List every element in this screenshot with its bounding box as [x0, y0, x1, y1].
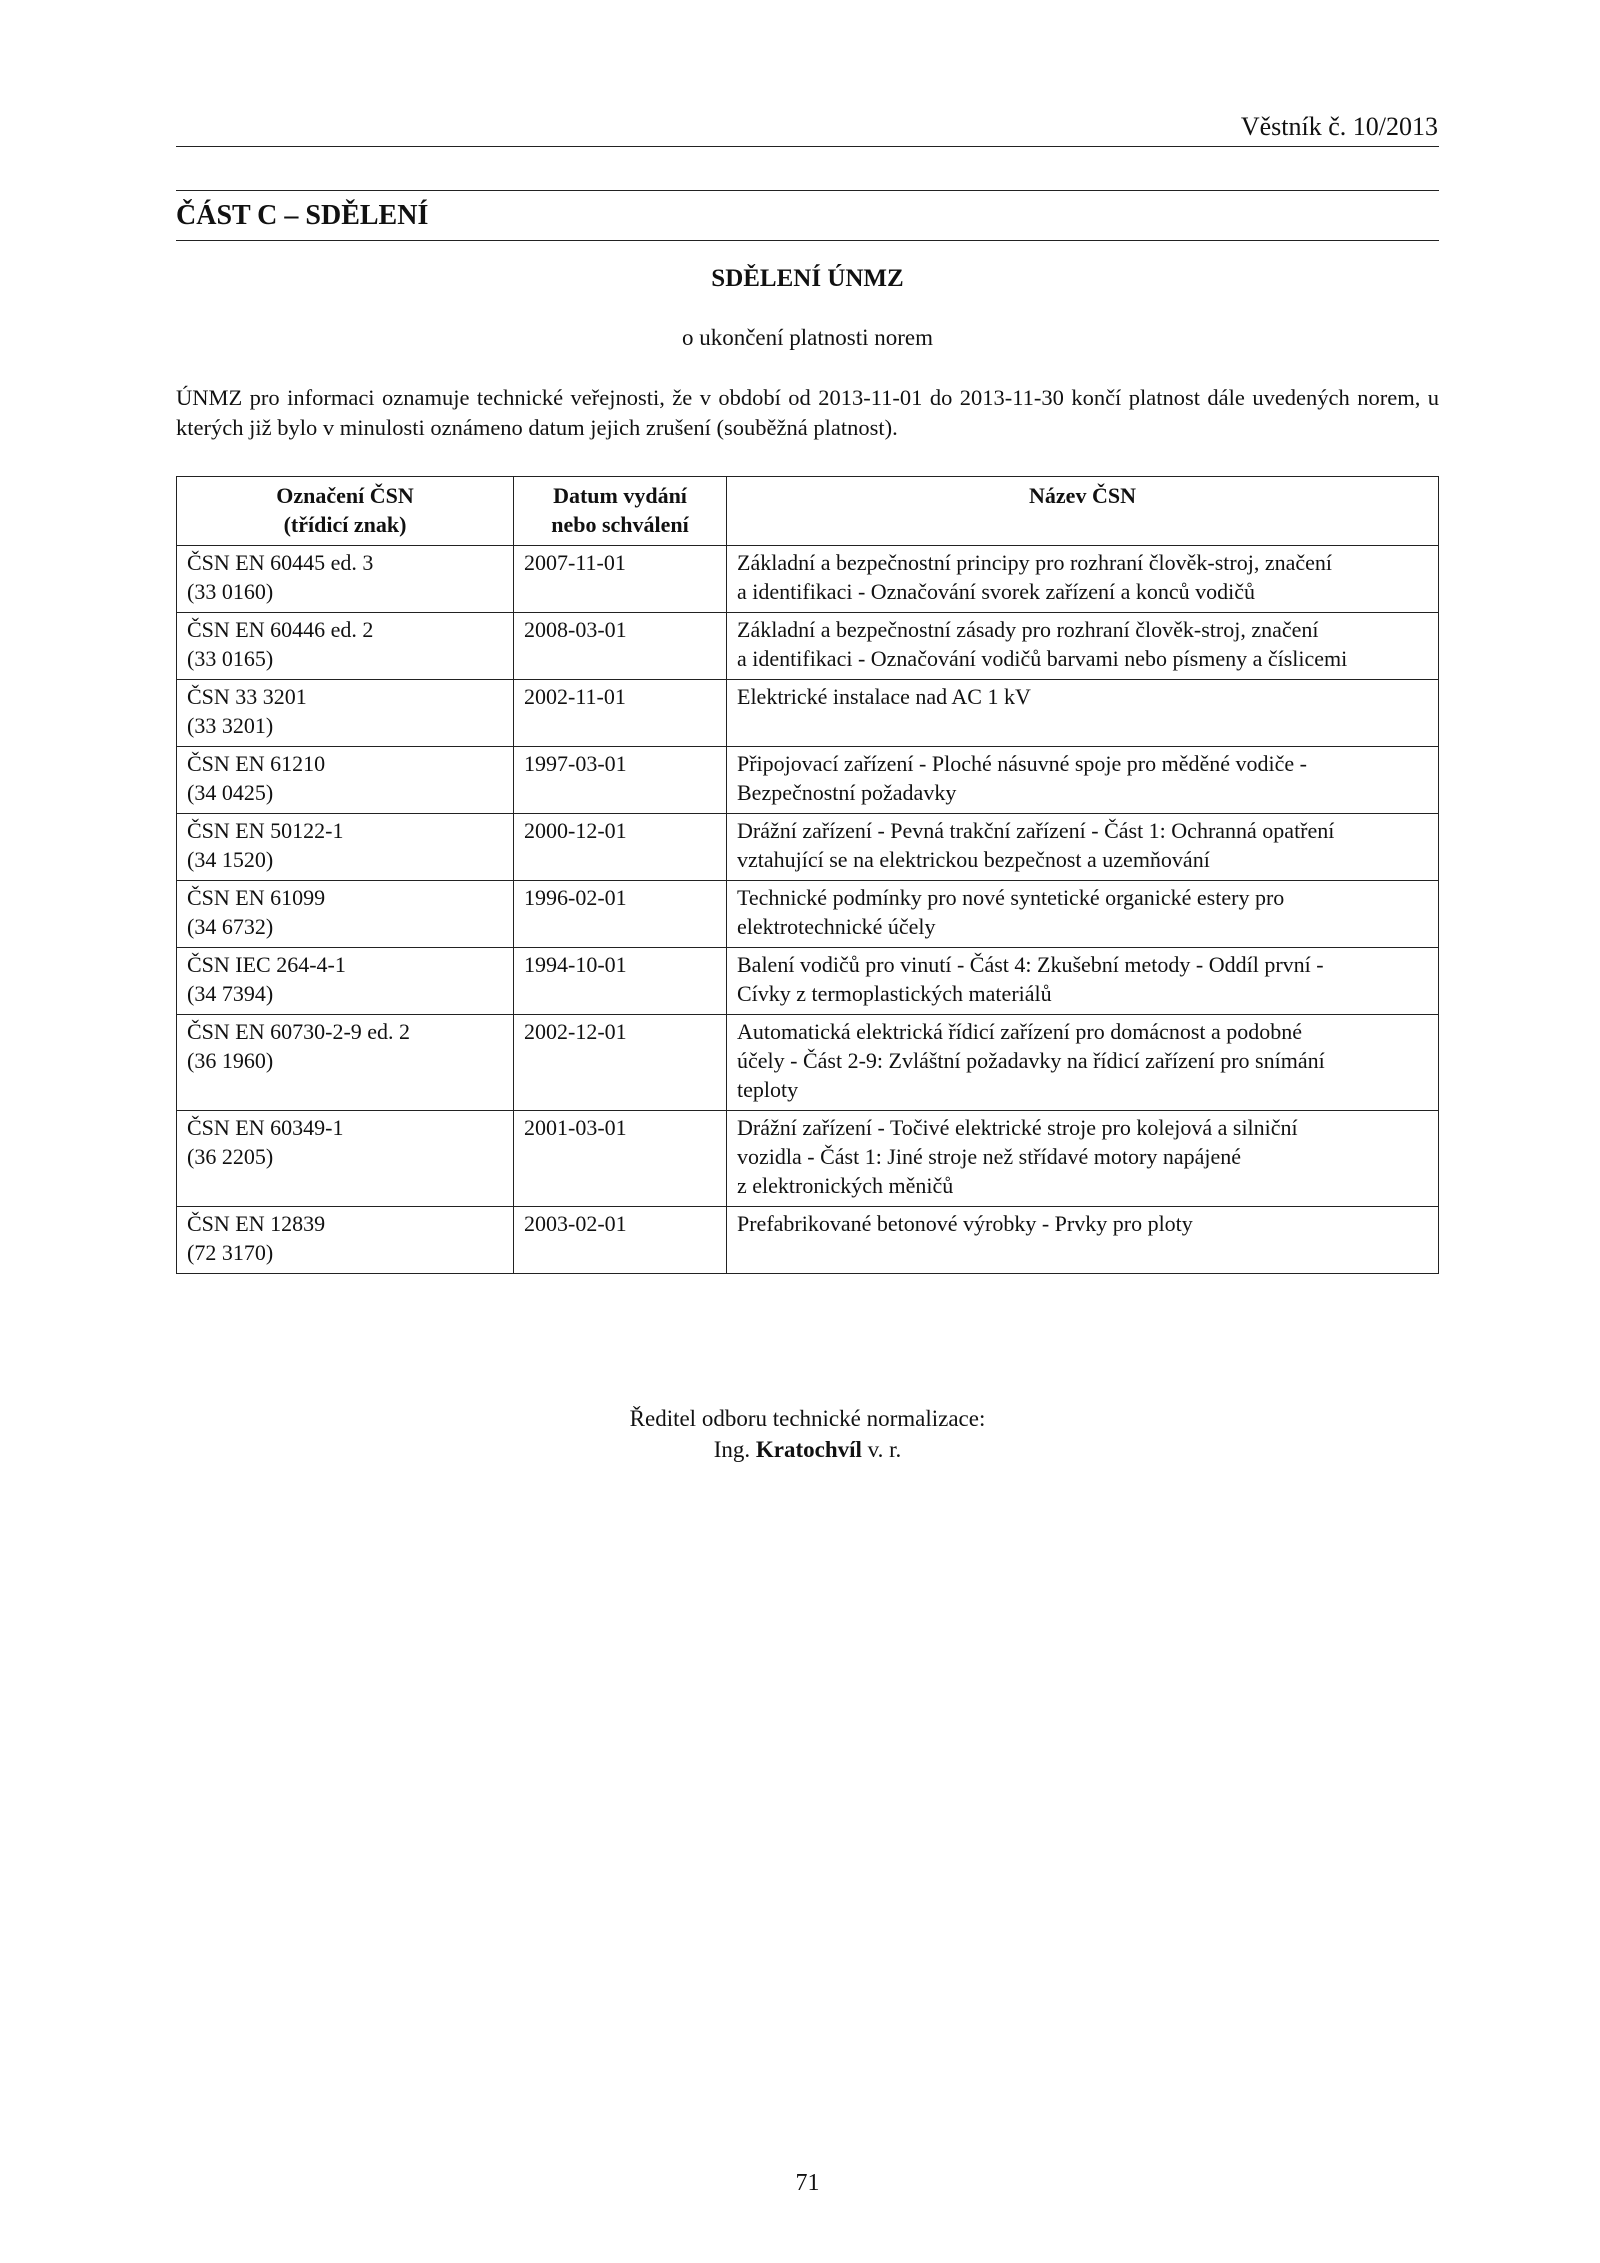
norm-code: ČSN EN 12839	[187, 1211, 326, 1236]
cell-designation	[177, 680, 514, 747]
table-body	[177, 546, 1439, 1274]
norm-code: ČSN EN 60730-2-9 ed. 2	[187, 1019, 411, 1044]
cell-name	[727, 747, 1439, 814]
table-row	[177, 747, 1439, 814]
cell-date: 2002-11-01	[514, 680, 727, 747]
norm-code: ČSN EN 61099	[187, 885, 326, 910]
cell-date: 1994-10-01	[514, 948, 727, 1015]
cell-designation	[177, 1111, 514, 1207]
notice-title: SDĚLENÍ ÚNMZ	[711, 265, 904, 292]
cell-designation	[177, 881, 514, 948]
signature-role: Ředitel odboru technické normalizace:	[629, 1406, 986, 1431]
header-date-line2: nebo schválení	[551, 512, 689, 537]
norm-name-line: Základní a bezpečnostní principy pro rozhraní člověk-stroj, značení	[737, 550, 1332, 575]
header-name	[727, 477, 1439, 546]
cell-designation	[177, 814, 514, 881]
signature-prefix: Ing.	[713, 1437, 751, 1462]
norm-class: (36 2205)	[187, 1144, 274, 1169]
signature-suffix: v. r.	[867, 1437, 902, 1462]
cell-name	[727, 1111, 1439, 1207]
norm-name-line: z elektronických měničů	[737, 1173, 954, 1198]
norm-name-line: Připojovací zařízení - Ploché násuvné spoje pro měděné vodiče -	[737, 751, 1307, 776]
cell-date: 1997-03-01	[514, 747, 727, 814]
norm-name-line: účely - Část 2-9: Zvláštní požadavky na řídicí zařízení pro snímání	[737, 1048, 1325, 1073]
cell-designation	[177, 747, 514, 814]
norm-code: ČSN IEC 264-4-1	[187, 952, 346, 977]
norm-code: ČSN EN 60446 ed. 2	[187, 617, 374, 642]
norm-class: (33 3201)	[187, 713, 274, 738]
cell-date: 2001-03-01	[514, 1111, 727, 1207]
header-designation-line1: Označení ČSN	[276, 483, 414, 508]
norm-name-line: Cívky z termoplastických materiálů	[737, 981, 1052, 1006]
table-row	[177, 1015, 1439, 1111]
norm-name-line: a identifikaci - Označování vodičů barvami nebo písmeny a číslicemi	[737, 646, 1348, 671]
norm-name-line: Drážní zařízení - Točivé elektrické stroje pro kolejová a silniční	[737, 1115, 1298, 1140]
table-header-row	[177, 477, 1439, 546]
notice-subtitle: o ukončení platnosti norem	[681, 325, 934, 350]
norm-code: ČSN EN 50122-1	[187, 818, 344, 843]
norm-class: (33 0160)	[187, 579, 274, 604]
cell-designation	[177, 1207, 514, 1274]
norm-class: (34 6732)	[187, 914, 274, 939]
norm-code: ČSN EN 60349-1	[187, 1115, 344, 1140]
norm-class: (36 1960)	[187, 1048, 274, 1073]
table-row	[177, 948, 1439, 1015]
cell-designation	[177, 948, 514, 1015]
signature-name: Kratochvíl	[755, 1437, 862, 1462]
norm-name-line: Balení vodičů pro vinutí - Část 4: Zkušební metody - Oddíl první -	[737, 952, 1324, 977]
header-date-line1: Datum vydání	[553, 483, 687, 508]
cell-designation	[177, 1015, 514, 1111]
table-row	[177, 1111, 1439, 1207]
header-designation	[177, 477, 514, 546]
cell-name	[727, 1207, 1439, 1274]
header-rule	[176, 146, 1439, 147]
table-row	[177, 680, 1439, 747]
table-row	[177, 814, 1439, 881]
section-rule-top	[176, 190, 1439, 191]
cell-date: 2002-12-01	[514, 1015, 727, 1111]
cell-name	[727, 814, 1439, 881]
cell-date: 2007-11-01	[514, 546, 727, 613]
norm-class: (72 3170)	[187, 1240, 274, 1265]
header-name-text: Název ČSN	[1029, 483, 1136, 508]
norm-code: ČSN EN 60445 ed. 3	[187, 550, 374, 575]
norm-class: (34 1520)	[187, 847, 274, 872]
cell-designation	[177, 546, 514, 613]
header-date	[514, 477, 727, 546]
issue-header: Věstník č. 10/2013	[1240, 112, 1438, 141]
cell-name	[727, 1015, 1439, 1111]
cell-date: 1996-02-01	[514, 881, 727, 948]
cell-date: 2003-02-01	[514, 1207, 727, 1274]
norm-name-line: elektrotechnické účely	[737, 914, 936, 939]
norm-name-line: Drážní zařízení - Pevná trakční zařízení - Část 1: Ochranná opatření	[737, 818, 1335, 843]
cell-date: 2000-12-01	[514, 814, 727, 881]
norm-class: (34 0425)	[187, 780, 274, 805]
norm-name-line: Elektrické instalace nad AC 1 kV	[737, 684, 1031, 709]
cell-name	[727, 680, 1439, 747]
norm-name-line: Technické podmínky pro nové syntetické organické estery pro	[737, 885, 1285, 910]
section-rule-bottom	[176, 240, 1439, 241]
norm-name-line: Prefabrikované betonové výrobky - Prvky pro ploty	[737, 1211, 1193, 1236]
section-title: ČÁST C – SDĚLENÍ	[176, 200, 429, 231]
norm-name-line: Automatická elektrická řídicí zařízení pro domácnost a podobné	[737, 1019, 1303, 1044]
norm-class: (34 7394)	[187, 981, 274, 1006]
cell-name	[727, 948, 1439, 1015]
table-row	[177, 613, 1439, 680]
table-row	[177, 881, 1439, 948]
table-row	[177, 546, 1439, 613]
norm-class: (33 0165)	[187, 646, 274, 671]
norm-code: ČSN 33 3201	[187, 684, 307, 709]
header-designation-line2: (třídicí znak)	[283, 512, 407, 537]
signature-block	[176, 1403, 1439, 1465]
cell-designation	[177, 613, 514, 680]
cell-name	[727, 546, 1439, 613]
cell-name	[727, 881, 1439, 948]
table-row	[177, 1207, 1439, 1274]
norm-name-line: Základní a bezpečnostní zásady pro rozhraní člověk-stroj, značení	[737, 617, 1319, 642]
norm-name-line: a identifikaci - Označování svorek zařízení a konců vodičů	[737, 579, 1255, 604]
notice-intro: ÚNMZ pro informaci oznamuje technické veřejnosti, že v období od 2013-11-01 do 2013-11-30 končí platnost dále uvedených norem, u kterých již bylo v minulosti oznámeno datum jejich zrušení (souběžná platnost).	[176, 385, 1439, 440]
cell-name	[727, 613, 1439, 680]
page-number: 71	[795, 2170, 820, 2196]
norm-name-line: vztahující se na elektrickou bezpečnost a uzemňování	[737, 847, 1210, 872]
norm-name-line: Bezpečnostní požadavky	[737, 780, 957, 805]
norm-code: ČSN EN 61210	[187, 751, 326, 776]
signature-line	[176, 1434, 1439, 1465]
norm-name-line: teploty	[737, 1077, 799, 1102]
norm-name-line: vozidla - Část 1: Jiné stroje než střídavé motory napájené	[737, 1144, 1242, 1169]
norms-table	[176, 476, 1439, 1274]
cell-date: 2008-03-01	[514, 613, 727, 680]
